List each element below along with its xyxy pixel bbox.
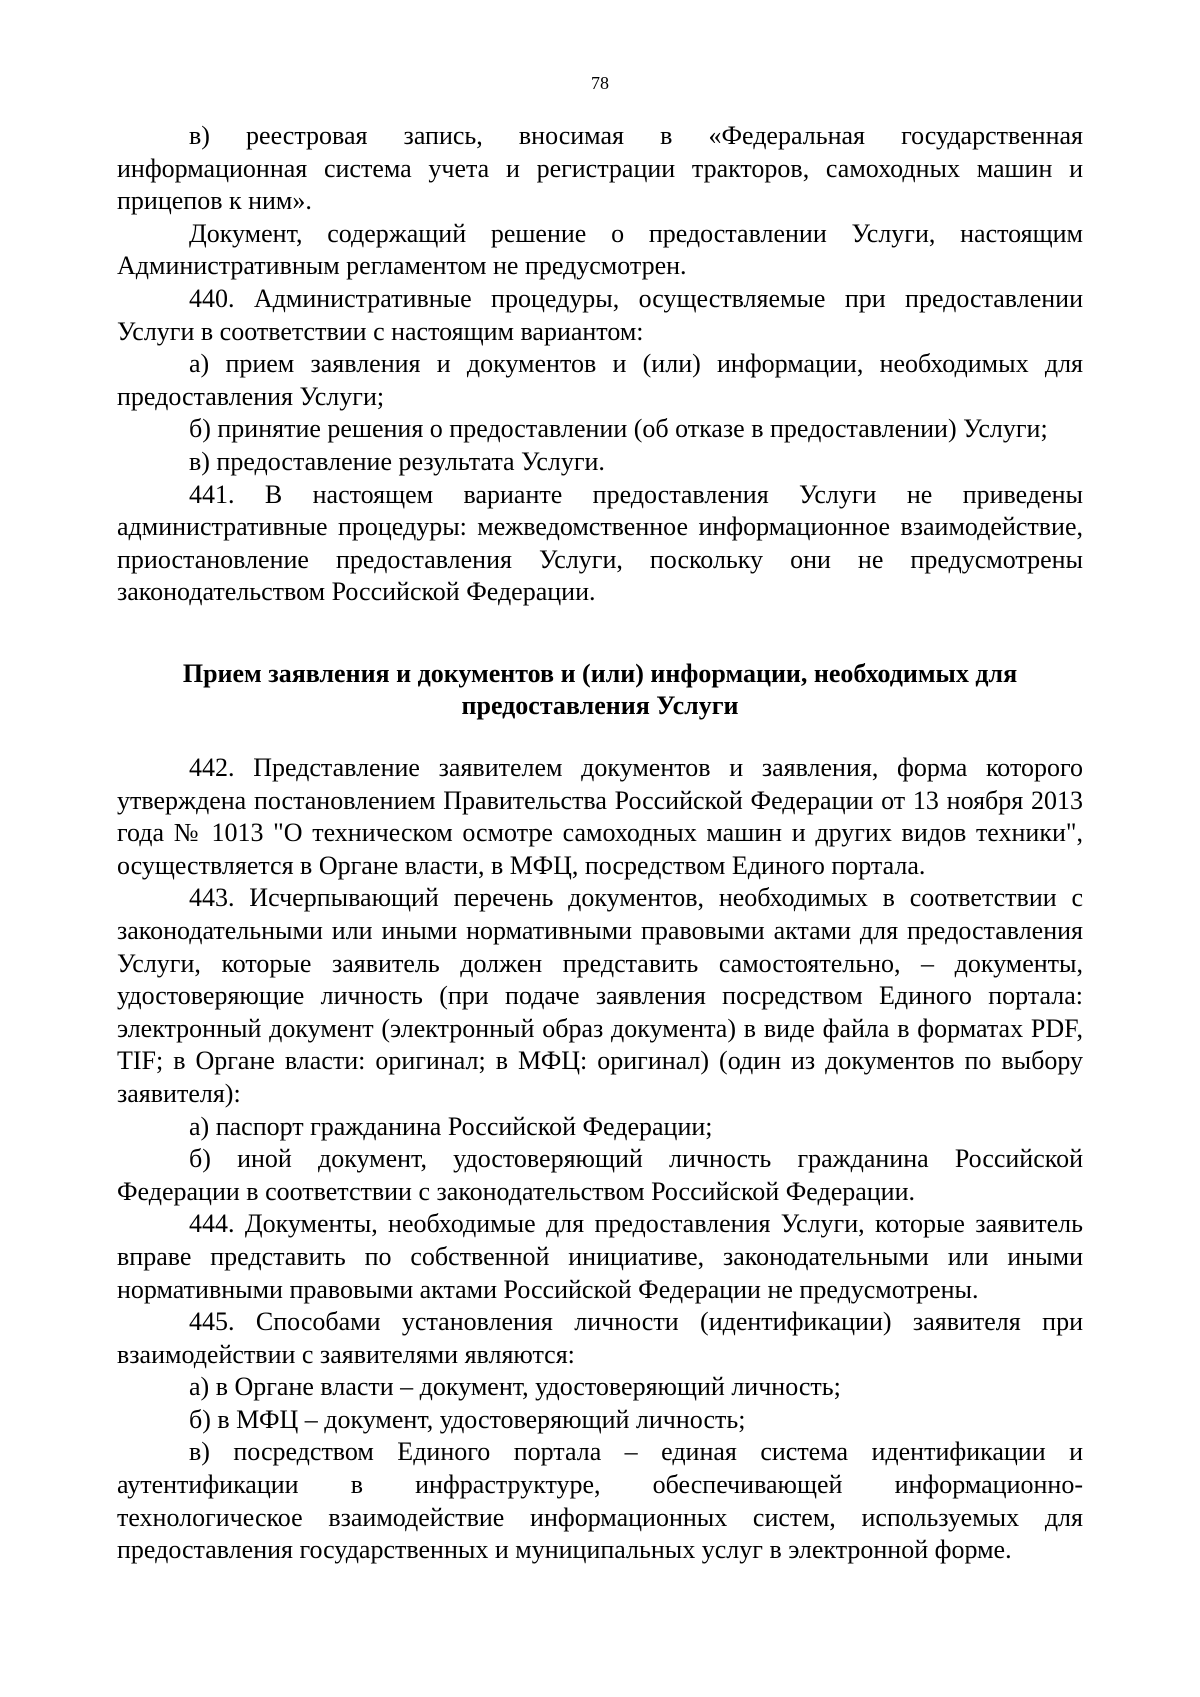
paragraph-444: 444. Документы, необходимые для предоставления Услуги, которые заявитель вправе представить по собственной инициативе, законодательными или иными нормативными правовыми актами Российской Федерации не предусмотрены. [117, 1209, 1083, 1304]
list-item-portal: в) посредством Единого портала – единая система идентификации и аутентификации в инфраструктуре, обеспечивающей информационно-технологическое взаимодействие информационных систем, используемых для предоставления государственных и муниципальных услуг в электронной форме. [117, 1437, 1083, 1565]
section-heading-line-1: Прием заявления и документов и (или) информации, необходимых для [182, 659, 1018, 688]
paragraph-441: 441. В настоящем варианте предоставления Услуги не приведены административные процедуры: межведомственное информационное взаимодействие, приостановление предоставления Услуги, поскольку они не предусмотрены законодательством Российской Федерации. [117, 479, 1083, 607]
list-item-mfc: б) в МФЦ – документ, удостоверяющий личность; [189, 1404, 746, 1434]
page-number: 78 [591, 73, 609, 93]
list-item-a: а) прием заявления и документов и (или) информации, необходимых для предоставления Услуги; [117, 349, 1083, 411]
list-item-authority: а) в Органе власти – документ, удостоверяющий личность; [189, 1372, 841, 1402]
section-heading-line-2: предоставления Услуги [461, 691, 739, 720]
paragraph-decision-document: Документ, содержащий решение о предоставлении Услуги, настоящим Административным регламентом не предусмотрен. [117, 218, 1083, 281]
list-item-v: в) предоставление результата Услуги. [189, 446, 605, 476]
list-item-b: б) принятие решения о предоставлении (об отказе в предоставлении) Услуги; [189, 414, 1048, 444]
list-item-other-id: б) иной документ, удостоверяющий личность гражданина Российской Федерации в соответствии с законодательством Российской Федерации. [117, 1144, 1083, 1206]
paragraph-442: 442. Представление заявителем документов и заявления, форма которого утверждена постановлением Правительства Российской Федерации от 13 ноября 2013 года № 1013 "О техническом осмотре самоходных машин и других видов техники", осуществляется в Органе власти, в МФЦ, посредством Единого портала. [117, 753, 1083, 880]
paragraph-440: 440. Административные процедуры, осуществляемые при предоставлении Услуги в соответствии с настоящим вариантом: [117, 283, 1083, 346]
paragraph-registry-entry: в) реестровая запись, вносимая в «Федеральная государственная информационная система учета и регистрации тракторов, самоходных машин и прицепов к ним». [117, 121, 1083, 216]
paragraph-445: 445. Способами установления личности (идентификации) заявителя при взаимодействии с заявителями являются: [117, 1307, 1083, 1369]
list-item-passport: а) паспорт гражданина Российской Федерации; [189, 1111, 713, 1141]
section-heading [117, 658, 1083, 722]
paragraph-443: 443. Исчерпывающий перечень документов, необходимых в соответствии с законодательными или иными нормативными правовыми актами для предоставления Услуги, которые заявитель должен представить самостоятельно, – документы, удостоверяющие личность (при подаче заявления посредством Единого портала: электронный документ (электронный образ документа) в виде файла в форматах PDF, TIF; в Органе власти: оригинал; в МФЦ: оригинал) (один из документов по выбору заявителя): [117, 883, 1083, 1108]
body-lower [117, 752, 1083, 1567]
body-upper [117, 120, 1083, 609]
